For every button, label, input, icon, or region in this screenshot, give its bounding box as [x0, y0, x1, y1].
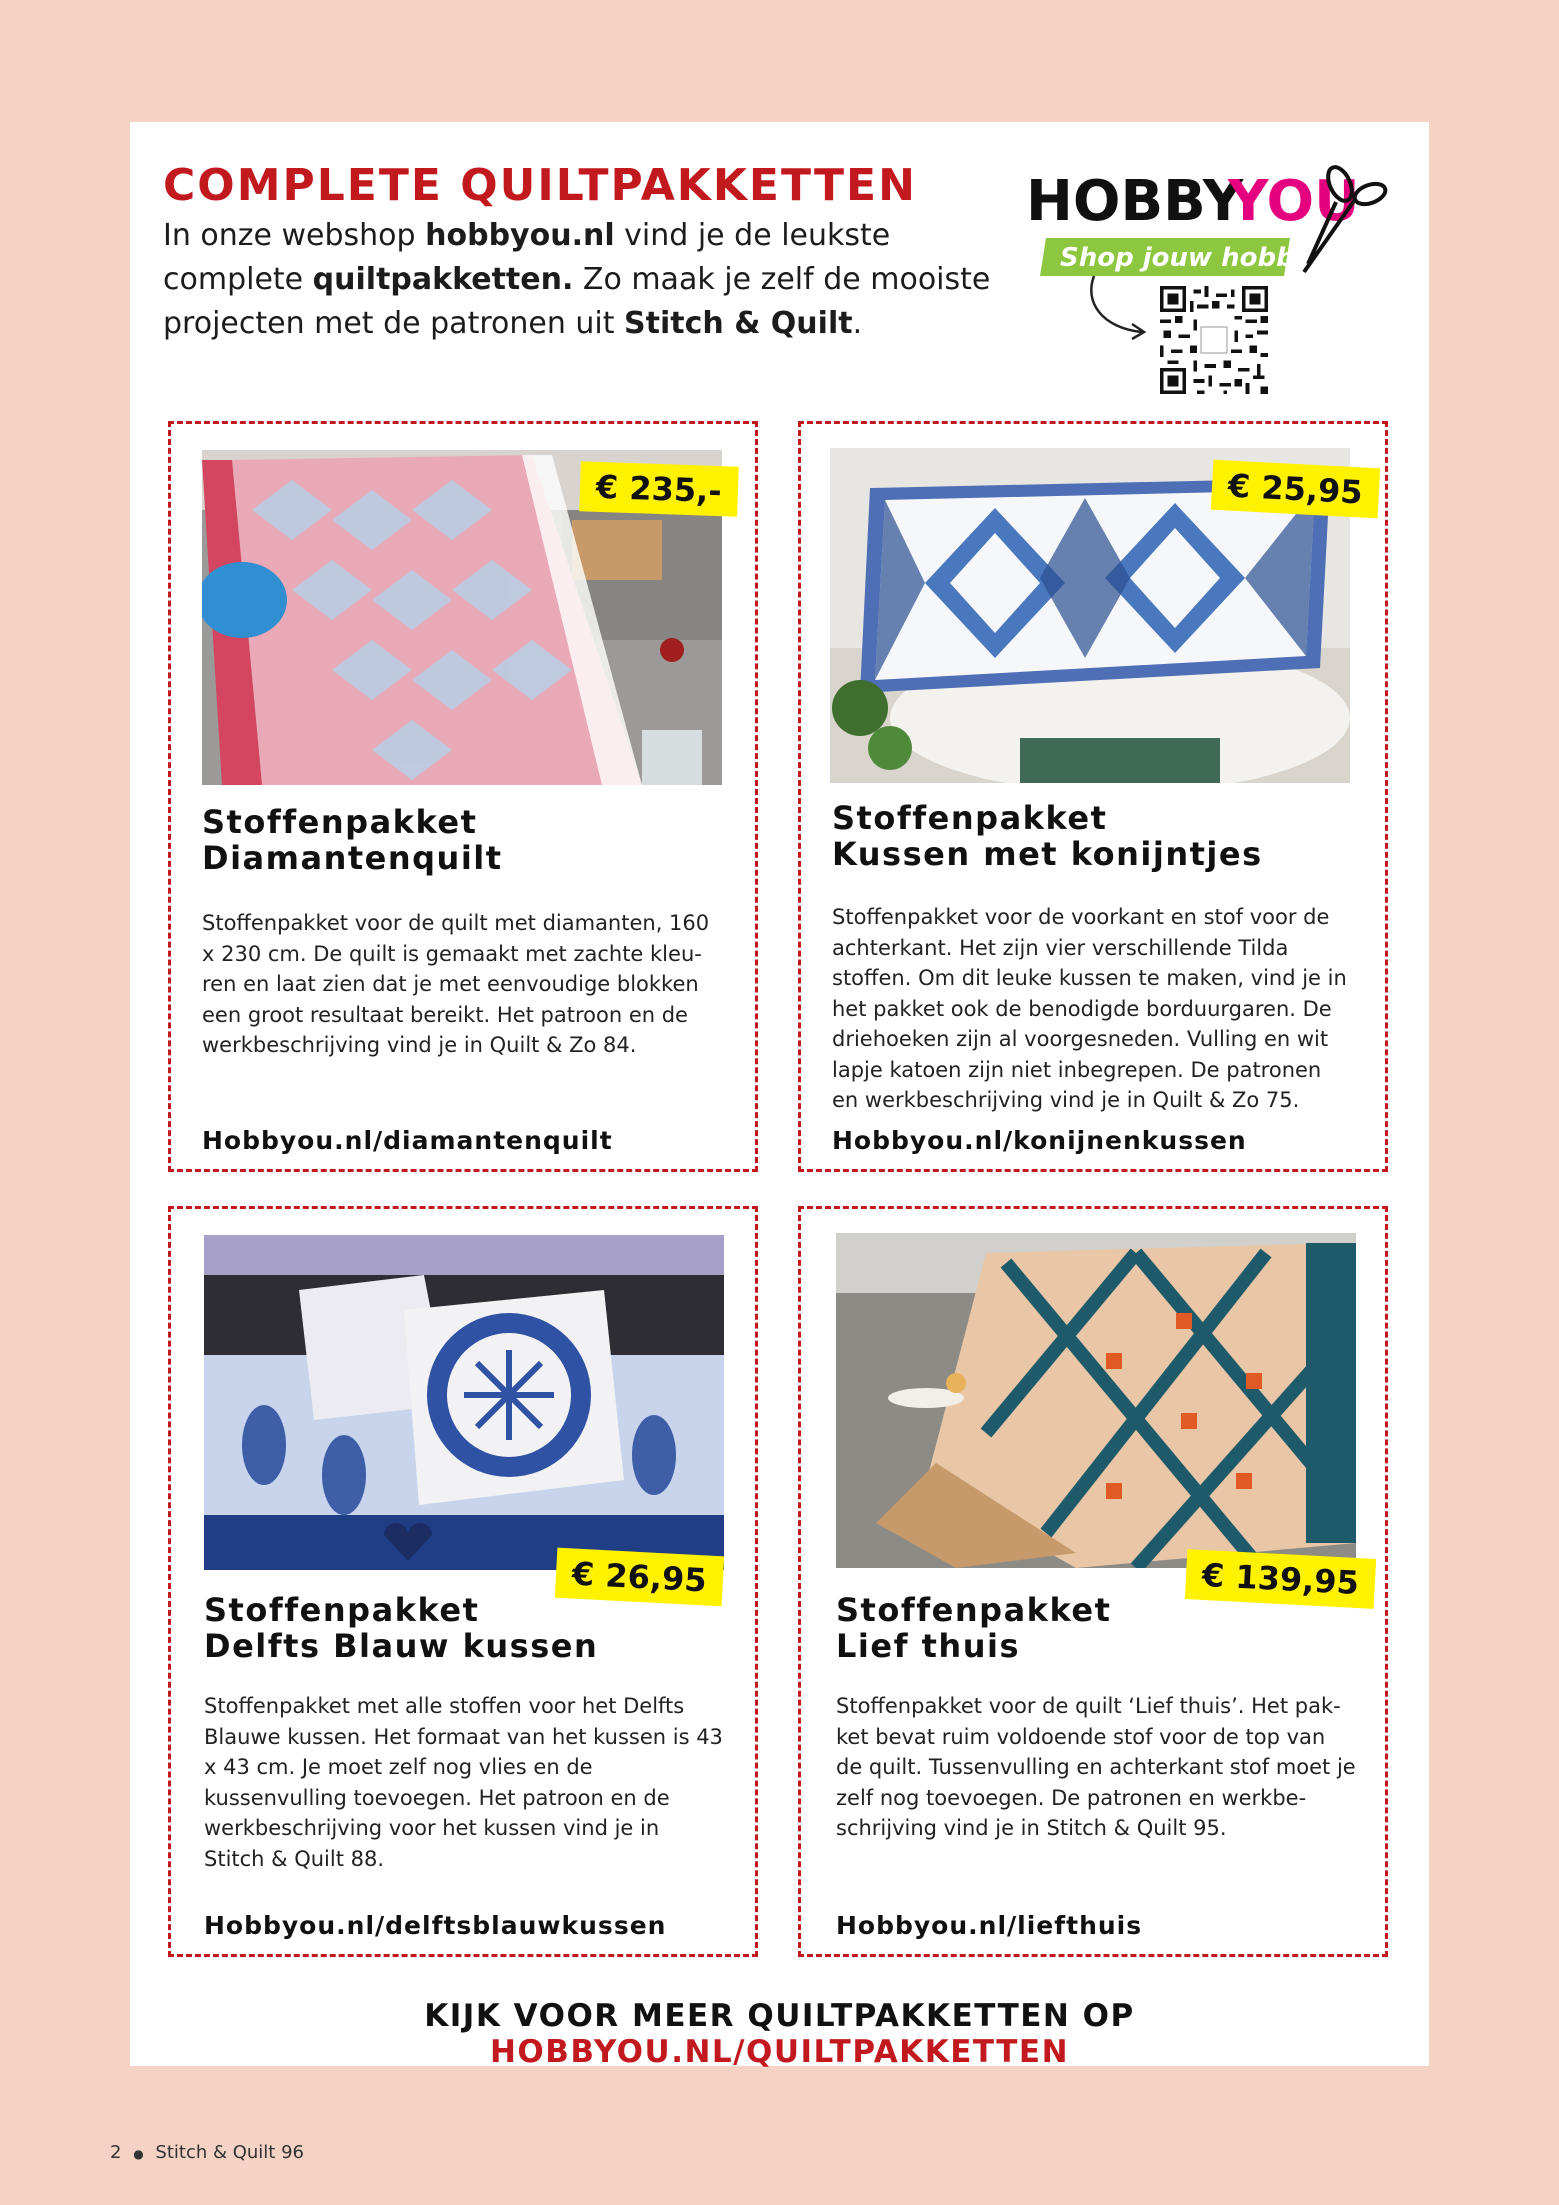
magazine-issue: Stitch & Quilt 96: [155, 2142, 304, 2163]
card-title: [832, 800, 1372, 872]
footer-cta-text: KIJK VOOR MEER QUILTPAKKETTEN OP: [424, 1998, 1135, 2034]
product-link[interactable]: Hobbyou.nl/liefthuis: [836, 1911, 1143, 1940]
product-card-konijnenkussen[interactable]: [798, 421, 1388, 1172]
product-card-liefthuis[interactable]: [798, 1206, 1388, 1957]
intro-bold-magazine: Stitch & Quilt: [624, 306, 853, 341]
page-footer: [110, 2142, 304, 2163]
logo-tagline: Shop jouw hobby: [1060, 243, 1312, 273]
qr-code[interactable]: [1160, 286, 1268, 394]
card-title-line-2: Diamantenquilt: [202, 839, 503, 877]
footer-cta-link[interactable]: HOBBYOU.NL/QUILTPAKKETTEN: [489, 2034, 1070, 2070]
card-title-line-2: Lief thuis: [836, 1627, 1020, 1665]
page-number: 2: [110, 2142, 122, 2163]
price-tag: € 25,95: [1211, 460, 1380, 519]
product-card-diamantenquilt[interactable]: [168, 421, 758, 1172]
intro-part: In onze webshop: [163, 218, 426, 253]
price-tag: € 139,95: [1185, 1549, 1376, 1609]
card-title-line-1: Stoffenpakket: [204, 1591, 480, 1629]
curved-arrow-icon: [1082, 272, 1152, 342]
page-title: COMPLETE QUILTPAKKETTEN: [163, 160, 917, 211]
card-title: [836, 1592, 1376, 1664]
card-title-line-2: Kussen met konijntjes: [832, 835, 1263, 873]
card-title-line-1: Stoffenpakket: [836, 1591, 1112, 1629]
product-photo-lief-thuis-quilt: [836, 1233, 1356, 1568]
product-link[interactable]: Hobbyou.nl/delftsblauwkussen: [204, 1911, 667, 1940]
intro-part: .: [852, 306, 863, 341]
intro-text: [163, 214, 1023, 346]
card-title-line-2: Delfts Blauw kussen: [204, 1627, 599, 1665]
intro-part: Zo maak je zelf de mooiste projecten met de patronen uit: [163, 262, 991, 341]
hobbyou-logo[interactable]: [1018, 154, 1398, 284]
intro-bold-webshop: hobbyou.nl: [425, 218, 615, 253]
card-title-line-1: Stoffenpakket: [202, 803, 478, 841]
card-description: Stoffenpakket voor de quilt met diamanten, 160 x 230 cm. De quilt is gemaakt met zachte kleu-ren en laat zien dat je met eenvoudige blokken een groot resultaat bereikt. Het patroon en de werkbeschrijving vind je in Quilt & Zo 84.: [202, 911, 710, 1057]
card-description: Stoffenpakket met alle stoffen voor het Delfts Blauwe kussen. Het formaat van het kussen is 43 x 43 cm. Je moet zelf nog vlies en de kussenvulling toevoegen. Het patroon en de werkbeschrijving voor het kussen vind je in Stitch & Quilt 88.: [204, 1694, 723, 1871]
card-title-line-1: Stoffenpakket: [832, 799, 1108, 837]
intro-bold-kits: quiltpakketten.: [312, 262, 574, 297]
product-link[interactable]: Hobbyou.nl/konijnenkussen: [832, 1126, 1247, 1155]
card-description: Stoffenpakket voor de quilt ‘Lief thuis’. Het pak-ket bevat ruim voldoende stof voor de top van de quilt. Tussenvulling en achterkant stof moet je zelf nog toevoegen. De patronen en werkbe-schrijving vind je in Stitch & Quilt 95.: [836, 1694, 1356, 1840]
bullet-icon: ●: [133, 2147, 144, 2161]
product-link[interactable]: Hobbyou.nl/diamantenquilt: [202, 1126, 613, 1155]
card-title: [202, 804, 742, 876]
product-photo-delft-blue-pillow: [204, 1235, 724, 1570]
logo-brand-b: YOU: [1228, 169, 1360, 234]
card-description: Stoffenpakket voor de voorkant en stof voor de achterkant. Het zijn vier verschillende Tilda stoffen. Om dit leuke kussen te maken, vind je in het pakket ook de benodigde borduurgaren. De driehoeken zijn al voorgesneden. Vulling en wit lapje katoen zijn niet inbegrepen. De patronen en werkbeschrijving vind je in Quilt & Zo 75.: [832, 905, 1347, 1112]
price-tag: € 235,-: [579, 461, 738, 516]
logo-brand-a: HOBBY: [1026, 169, 1244, 234]
intro-part: vind je de leukste complete: [163, 218, 891, 297]
product-card-delftsblauwkussen[interactable]: [168, 1206, 758, 1957]
price-tag: € 26,95: [555, 1548, 724, 1607]
footer-call-to-action: [130, 1998, 1429, 2070]
card-title: [204, 1592, 744, 1664]
content-sheet: [130, 122, 1429, 2070]
